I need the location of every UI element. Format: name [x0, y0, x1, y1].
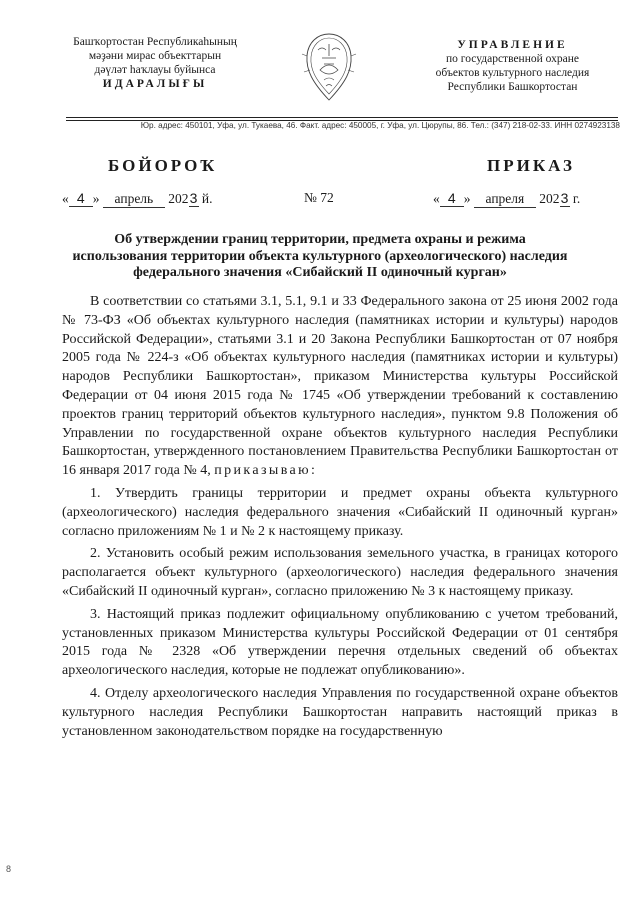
paragraph-preamble	[62, 293, 618, 481]
issuer-bashkir-line: дәүләт һаҡлауы буйынса	[94, 64, 216, 76]
year-digit: 3	[189, 190, 198, 206]
issuer-bashkir	[40, 35, 270, 91]
order-title-bashkir: БОЙОРОҠ	[108, 156, 218, 175]
header-divider	[66, 117, 618, 118]
day-field: 4	[69, 190, 93, 207]
quote-close: »	[92, 191, 100, 206]
coat-of-arms-icon	[300, 30, 358, 104]
document-title: Об утверждении границ территории, предмета охраны и режима использования территории объекта культурного (археологического) наследия федерального значения «Сибайский II одиночный курган»	[72, 232, 568, 280]
preamble-text: В соответствии со статьями 3.1, 5.1, 9.1 и 33 Федерального закона от 25 июня 2002 года № 73-ФЗ «Об объектах культурного наследия (памятниках истории и культуры) народов Российской Федерации», статьями 3.1 и 20 Закона Республики Башкортостан от 07 ноября 2005 года № 224-з «Об объектах культурного наследия (памятниках истории и культуры) народов Республики Башкортостан», приказом Министерства культуры Российской Федерации от 04 июня 2015 года № 1745 «Об утверждении требований к составлению проектов границ территорий объектов культурного наследия», пунктом 9.8 Положения об Управлении по государственной охране объектов культурного наследия Республики Башкортостан, утвержденного постановлением Правительства Республики Башкортостан от 16 января 2017 года № 4,	[62, 294, 618, 479]
date-russian	[433, 190, 580, 208]
year-prefix: 202	[168, 191, 189, 206]
issuer-russian-name: УПРАВЛЕНИЕ	[457, 39, 568, 51]
quote-open: «	[62, 191, 69, 206]
month-field: апреля	[474, 191, 536, 208]
order-word: приказываю:	[214, 463, 318, 479]
month-field: апрель	[103, 191, 165, 208]
day-field: 4	[440, 190, 464, 207]
quote-close: »	[463, 191, 471, 206]
issuer-bashkir-line: мәҙәни мирас объекттарын	[88, 50, 222, 62]
paragraph-item-3: 3. Настоящий приказ подлежит официальному опубликованию с учетом требований, установленных приказом Министерства культуры Российской Федерации от 01 сентября 2015 года № 2328 «Об утверждении перечня отдельных сведений об объектах археологического наследия, которые не подлежат опубликованию».	[62, 606, 618, 679]
year-prefix: 202	[539, 191, 560, 206]
order-title-russian: ПРИКАЗ	[487, 156, 575, 175]
issuer-russian	[410, 38, 615, 94]
year-suffix: й.	[201, 191, 213, 206]
paragraph-item-4: 4. Отделу археологического наследия Управления по государственной охране объектов культурного наследия Республики Башкортостан направить настоящий приказ в установленном законодательством порядке на государственную	[62, 685, 618, 739]
margin-mark: 8	[6, 864, 12, 874]
issuer-russian-line: Республики Башкортостан	[447, 81, 578, 93]
issuer-russian-line: объектов культурного наследия	[435, 67, 590, 79]
year-digit: 3	[560, 190, 569, 206]
issuer-bashkir-name: ИДАРАЛЫҒЫ	[102, 78, 208, 90]
date-bashkir	[62, 190, 212, 208]
paragraph-item-2: 2. Установить особый режим использования земельного участка, в границах которого располагается объект культурного (археологического) наследия федерального значения «Сибайский II одиночный курган», согласно приложению № 3 к настоящему приказу.	[62, 546, 618, 599]
issuer-bashkir-line: Башҡортостан Республикаһының	[73, 36, 237, 48]
year-suffix: г.	[572, 191, 581, 206]
paragraph-item-1: 1. Утвердить границы территории и предмет охраны объекта культурного (археологического) наследия федерального значения «Сибайский II одиночный курган» согласно приложениям № 1 и № 2 к настоящему приказу.	[62, 485, 618, 539]
quote-open: «	[433, 191, 440, 206]
address-line: Юр. адрес: 450101, Уфа, ул. Тукаева, 46. Факт. адрес: 450005, г. Уфа, ул. Цюрупы, 86. Тел.: (347) 218-02-33. ИНН 0274923138	[140, 121, 620, 130]
document-body	[62, 293, 618, 745]
order-number: № 72	[304, 190, 334, 205]
issuer-russian-line: по государственной охране	[446, 53, 579, 65]
